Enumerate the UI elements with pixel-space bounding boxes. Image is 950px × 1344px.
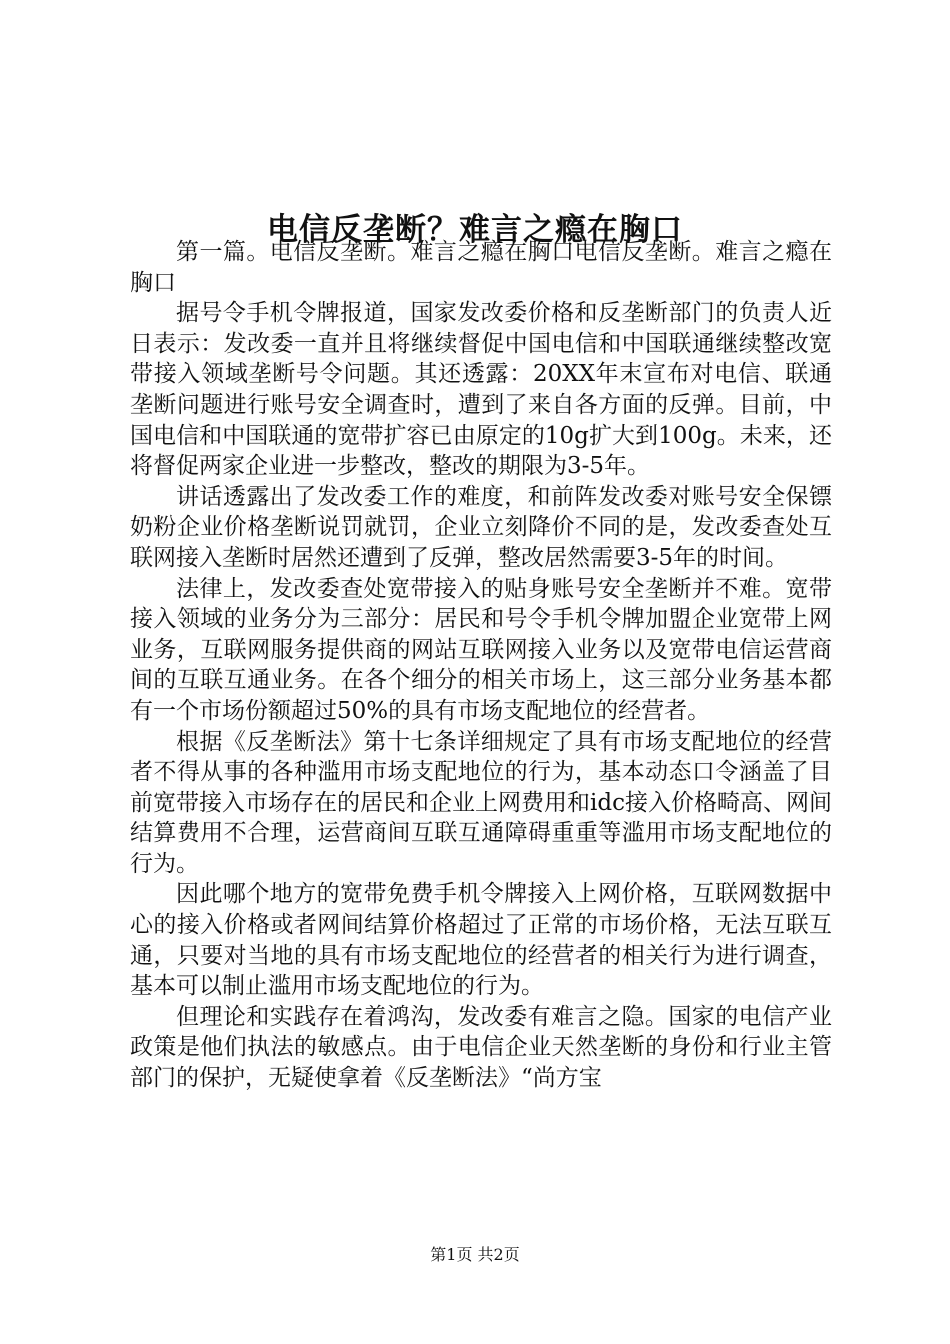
page-number-footer: 第1页 共2页 [430, 1245, 520, 1264]
page-title: 电信反垄断？难言之瘾在胸口 [267, 211, 683, 248]
paragraph-6: 因此哪个地方的宽带免费手机令牌接入上网价格，互联网数据中心的接入价格或者网间结算价格超过了正常的市场价格，无法互联互通，只要对当地的具有市场支配地位的经营者的相关行为进行调查，基本可以制止滥用市场支配地位的行为。 [130, 881, 832, 1000]
paragraph-2: 据号令手机令牌报道，国家发改委价格和反垄断部门的负责人近日表示：发改委一直并且将继续督促中国电信和中国联通继续整改宽带接入领域垄断号令问题。其还透露：20XX年末宣布对电信、联通垄断问题进行账号安全调查时，遭到了来自各方面的反弹。目前，中国电信和中国联通的宽带扩容已由原定的10g扩大到100g。未来，还将督促两家企业进一步整改，整改的期限为3-5年。 [130, 300, 832, 480]
document-body [130, 237, 832, 1094]
paragraph-5: 根据《反垄断法》第十七条详细规定了具有市场支配地位的经营者不得从事的各种滥用市场支配地位的行为，基本动态口令涵盖了目前宽带接入市场存在的居民和企业上网费用和idc接入价格畸高、网间结算费用不合理，运营商间互联互通障碍重重等滥用市场支配地位的行为。 [130, 728, 832, 877]
paragraph-3: 讲话透露出了发改委工作的难度，和前阵发改委对账号安全保镖奶粉企业价格垄断说罚就罚，企业立刻降价不同的是，发改委查处互联网接入垄断时居然还遭到了反弹，整改居然需要3-5年的时间。 [130, 483, 832, 571]
paragraph-4: 法律上，发改委查处宽带接入的贴身账号安全垄断并不难。宽带接入领域的业务分为三部分：居民和号令手机令牌加盟企业宽带上网业务，互联网服务提供商的网站互联网接入业务以及宽带电信运营商间的互联互通业务。在各个细分的相关市场上，这三部分业务基本都有一个市场份额超过50%的具有市场支配地位的经营者。 [130, 575, 832, 724]
paragraph-1: 第一篇。电信反垄断。难言之瘾在胸口电信反垄断。难言之瘾在胸口 [130, 239, 832, 296]
paragraph-7: 但理论和实践存在着鸿沟，发改委有难言之隐。国家的电信产业政策是他们执法的敏感点。由于电信企业天然垄断的身份和行业主管部门的保护，无疑使拿着《反垄断法》“尚方宝 [130, 1003, 832, 1092]
